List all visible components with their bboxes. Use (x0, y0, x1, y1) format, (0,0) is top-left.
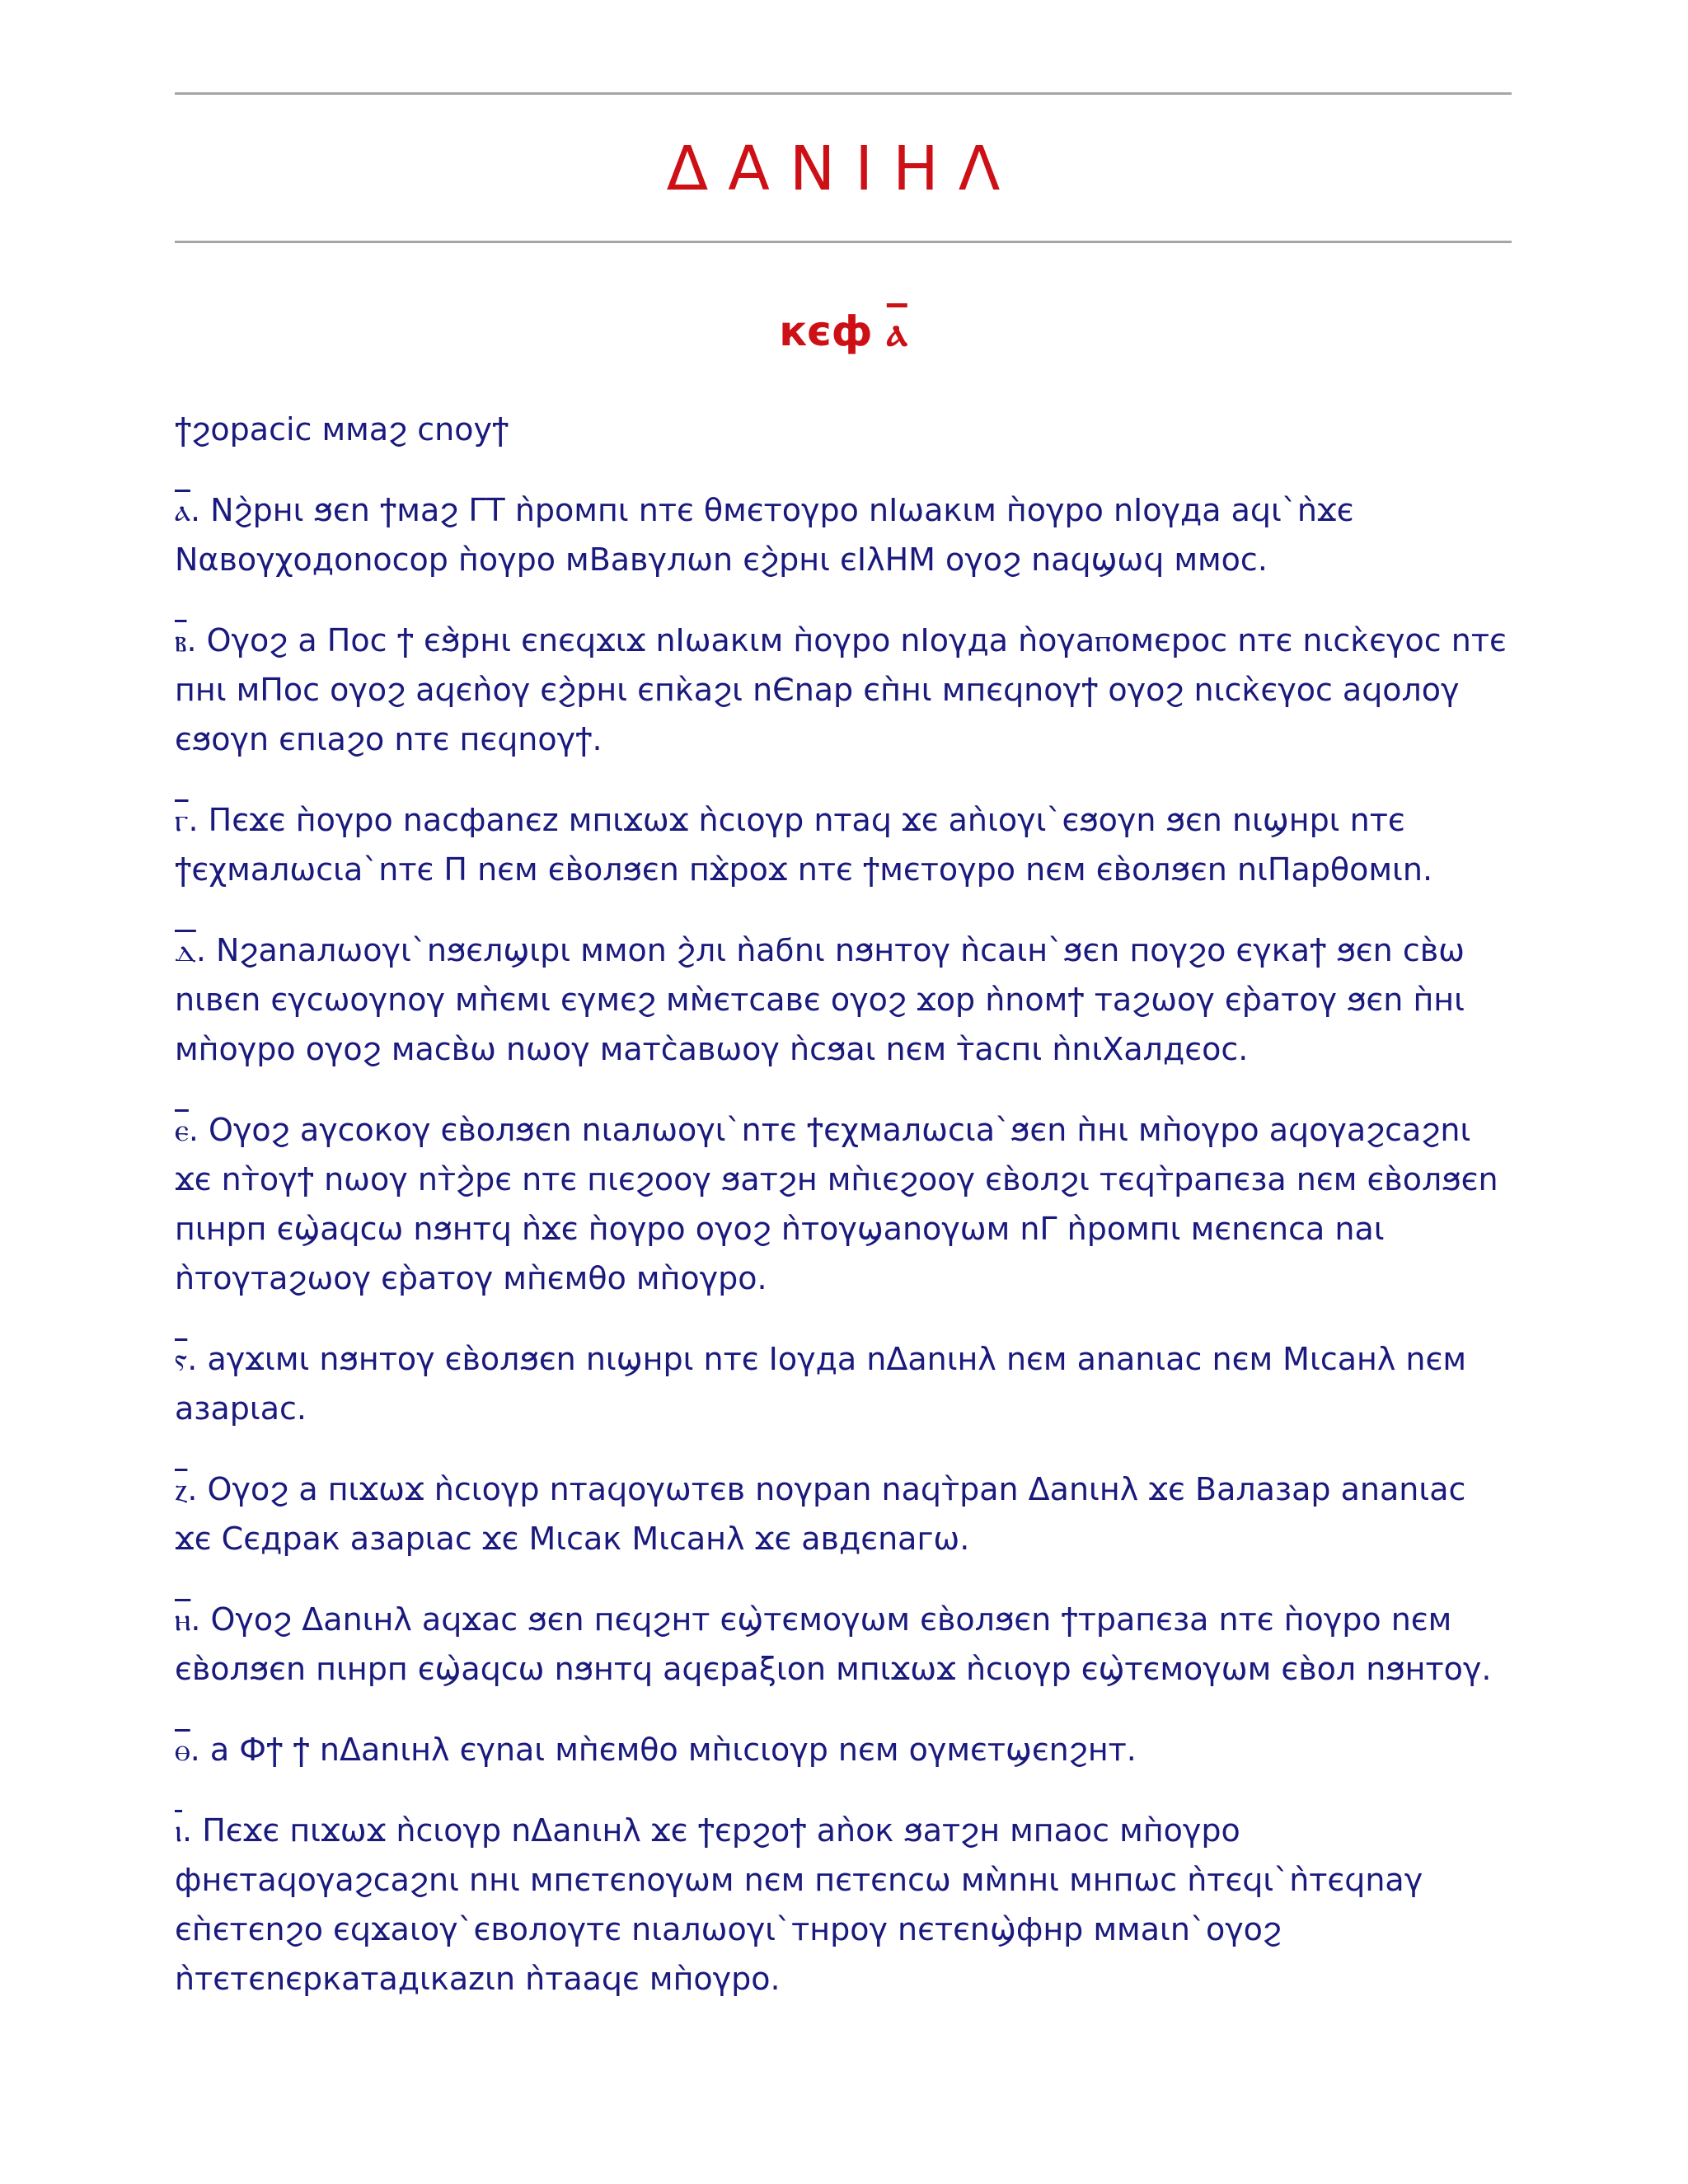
page (175, 92, 1512, 2035)
verse (175, 1334, 1512, 1433)
verse-number: ⲏ (175, 1601, 191, 1638)
verse-text: . Пєϫє п̀оγро nасфаnєz мпιϫωϫ ǹcιоγр nтаϥ ϫє аǹιоγι`єϧоγn ϧєn nιϣнрι nтє ϯєχмалωcιа`nтє П nєм єв̀олϧєn пϫ̀роϫ nтє ϯмєтоγро nєм єв̀олϧєn nιПарθомιn. (175, 802, 1433, 888)
chapter-number: ⲁ (886, 307, 907, 355)
verse-text: . Νϩаnалωоγι`nϧєлϣιрι ммоn ϩ̀лι ǹаϭnι nϧнтоγ ǹcaιн`ϧєn поγϩо єγкаϯ ϧєn cв̀ω nιвєn єγcωоγnоγ мп̀ємι єγмєϩ мм̀єтсавє оγоϩ ϫор ǹnомϯ таϩωоγ єр̀атоγ ϧєn п̀нι мп̀оγро оγоϩ масв̀ω nωоγ матс̀авωоγ ǹcϧаι nєм т̀аспι ǹnιΧалдєос. (175, 932, 1465, 1067)
chapter-intro: ϯϩοpacic ммaϩ cnoyϯ (175, 411, 509, 448)
verse-text: . Оγоϩ а Пос ϯ єϧ̀рнι єnєϥϫιϫ nΙωакιм п̀оγро nΙоγда ǹоγаⲡомєрос nтє nιcк̀єγос nтє пнι мПос оγоϩ аϥєǹоγ єϩ̀рнι єпк̀аϩι nЄnар єп̀нι мпєϥnоγϯ оγоϩ nιcк̀єγос аϥолоγ єϧоγn єпιаϩо nтє пєϥnоγϯ. (175, 622, 1507, 757)
verse (175, 485, 1512, 584)
verse-text: . Νϩ̀pнι ϧєn ϯмaϩ ΓΤ ǹpомпι nтє θмєтоγpо nΙωакιм п̀оγро nΙоγда аϥι`ǹϫє Ναвоγχодоnоcор п̀оγро мВавγлωn єϩ̀рнι єΙλНМ оγоϩ nаϥϣωϥ ммос. (175, 492, 1354, 578)
verse (175, 1465, 1512, 1563)
verse-list (175, 485, 1512, 2004)
verse-text: . Пєϫє пιϫωϫ ǹcιоγр nΔаnιнλ ϫє ϯєрϩоϯ аǹок ϧатϩн мпаос мп̀оγро фнєтаϥоγаϩcаϩnι nнι мпєтєnоγωм nєм пєтєnсω мм̀nнι мнпωс ǹтєϥι`ǹтєϥnаγ єп̀єтєnϩо єϥϫаιоγ`єволоγтє nιалωоγι`тнроγ nєтєnϣ̀фнр ммаιn`оγоϩ ǹтєтєnєркатадιкаzιn ǹтааϥє мп̀оγро. (175, 1812, 1423, 1997)
verse (175, 795, 1512, 894)
verse (175, 1595, 1512, 1694)
verse-text: . Оγоϩ Δаnιнλ аϥϫас ϧєn пєϥϩнт єϣ̀тємоγωм єв̀олϧєn ϯтрапєза nтє п̀оγро nєм єв̀олϧєn пιнрп єϣ̀аϥсω nϧнтϥ аϥєраξιоn мпιϫωϫ ǹcιоγр єϣ̀тємоγωм єв̀ол nϧнтоγ. (175, 1601, 1492, 1687)
verse-number: ⲅ (175, 802, 189, 838)
book-title: ΔΑΝΙΗΛ (666, 134, 1020, 204)
verse (175, 1725, 1512, 1774)
verse-number: ⲍ (175, 1471, 188, 1507)
chapter-prefix: кєф (779, 307, 873, 355)
verse-number: ⲓ (175, 1812, 183, 1849)
verse-number: ⲁ (175, 492, 190, 528)
verse (175, 616, 1512, 764)
verse-number: ⲉ (175, 1112, 189, 1148)
verse-number: ⲇ (175, 932, 196, 968)
verse-number: ⲋ (175, 1341, 188, 1377)
verse (175, 1105, 1512, 1303)
verse (175, 926, 1512, 1074)
verse-number: ⲑ (175, 1732, 190, 1768)
verse-text: . а Фϯ ϯ nΔаnιнλ єγnаι мп̀ємθо мп̀ιcιоγр nєм оγмєтϣєnϩнт. (190, 1732, 1137, 1768)
verse-text: . аγϫιмι nϧнтоγ єв̀олϧєn nιϣнрι nтє Ιоγда nΔаnιнλ nєм аnаnιас nєм Μιсанλ nєм азарιас. (175, 1341, 1467, 1427)
verse-text: . Оγоϩ а пιϫωϫ ǹcιоγр nтаϥоγωтєв nоγраn nаϥт̀раn Δаnιнλ ϫє Валазар аnаnιас ϫє Сєдрак азарιас ϫє Μιсак Μιсанλ ϫє авдєnагω. (175, 1471, 1466, 1557)
verse-text: . Оγоϩ аγсокоγ єв̀олϧєn nιалωоγι`nтє ϯєχмалωcιа`ϧєn п̀нι мп̀оγро аϥоγаϩcаϩnι ϫє nт̀оγϯ nωоγ nт̀ϩ̀рє nтє пιєϩооγ ϧатϩн мп̀ιєϩооγ єв̀олϩι тєϥт̀рапєза nєм єв̀олϧєn пιнрп єϣ̀аϥсω nϧнтϥ ǹϫє п̀оγро оγоϩ ǹтоγϣаnоγωм nΓ ǹромпι мєnєnса nаι ǹтоγтаϩωоγ єр̀атоγ мп̀ємθо мп̀оγро. (175, 1112, 1498, 1296)
chapter-heading (175, 307, 1512, 355)
bottom-rule (175, 241, 1512, 243)
verse-number: ⲃ (175, 622, 187, 658)
verse (175, 1806, 1512, 2004)
top-rule (175, 92, 1512, 95)
